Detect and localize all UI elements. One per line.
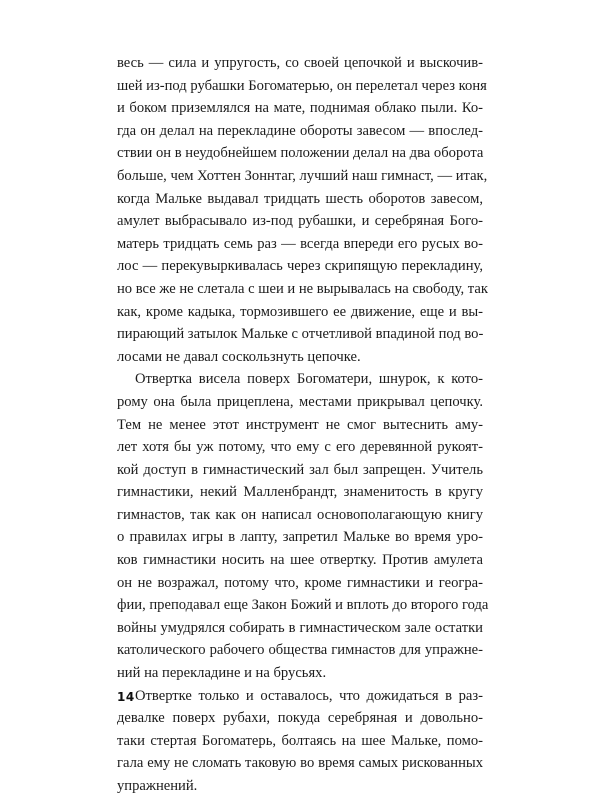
text-line: войны умудрялся собирать в гимнастическом зале остатки [117,619,483,636]
text-line: девалке поверх рубахи, покуда серебряная и довольно- [117,710,483,727]
text-line: гда он делал на перекладине обороты завесом — впослед- [117,122,483,139]
paragraph [117,685,483,798]
text-line: гимнастов, так как он написал основополагающую книгу [117,506,483,523]
text-line: упражнений. [117,778,198,794]
text-line: Отвертке только и оставалось, что дожидаться в раз- [135,687,483,704]
text-line: пирающий затылок Мальке с отчетливой впадиной под во- [117,326,484,343]
text-line: и боком приземлялся на мате, поднимая облако пыли. Ко- [117,100,483,117]
text-line: шей из-под рубашки Богоматерью, он перелетал через коня [117,77,487,94]
text-line: матерь тридцать семь раз — всегда впереди его русых во- [117,235,483,252]
page-number: 14 [117,690,135,704]
text-line: кой доступ в гимнастический зал был запрещен. Учитель [117,461,483,478]
paragraph [117,52,488,368]
text-line: фии, преподавал еще Закон Божий и вплоть до второго года [117,597,489,614]
text-line: ний на перекладине и на брусьях. [117,665,327,682]
text-line: лосами не давал соскользнуть цепочке. [117,348,361,365]
text-line: рому она была прицеплена, местами прикрывал цепочку. [117,393,483,410]
text-line: ствии он в неудобнейшем положении делал на два оборота [117,145,484,162]
text-line: таки стертая Богоматерь, болтаясь на шее Мальке, помо- [117,732,483,749]
text-line: когда Мальке выдавал тридцать шесть оборотов завесом, [117,190,483,207]
text-line: ков гимнастики носить на шее отвертку. Против амулета [117,552,483,569]
text-line: амулет выбрасывало из-под рубашки, и серебряная Бого- [117,213,483,230]
text-line: лет хотя бы уж потому, что ему с его деревянной рукоят- [117,439,483,456]
text-line: весь — сила и упругость, со своей цепочкой и выскочив- [117,55,483,71]
text-line: Отвертка висела поверх Богоматери, шнурок, к кото- [135,371,483,388]
text-line: о правилах игры в лапту, запретил Мальке во время уро- [117,529,483,546]
text-line: как, кроме кадыка, тормозившего ее движение, еще и вы- [117,303,483,320]
text-line: гала ему не сломать таковую во время самых рискованных [117,755,483,772]
text-line: больше, чем Хоттен Зоннтаг, лучший наш гимнаст, — итак, [117,167,488,184]
text-line: гимнастики, некий Малленбрандт, знаменитость в кругу [117,484,483,501]
text-line: но все же не слетала с шеи и не вырывалась на свободу, так [117,280,488,297]
text-line: Тем не менее этот инструмент не смог вытеснить аму- [117,416,483,433]
text-line: католического рабочего общества гимнастов для упражне- [117,642,483,659]
paragraph [117,368,489,684]
text-line: лос — перекувыркивалась через скрипящую перекладину, [117,258,483,275]
text-line: он не возражал, потому что, кроме гимнастики и геогра- [117,574,483,591]
body-text [117,52,489,798]
